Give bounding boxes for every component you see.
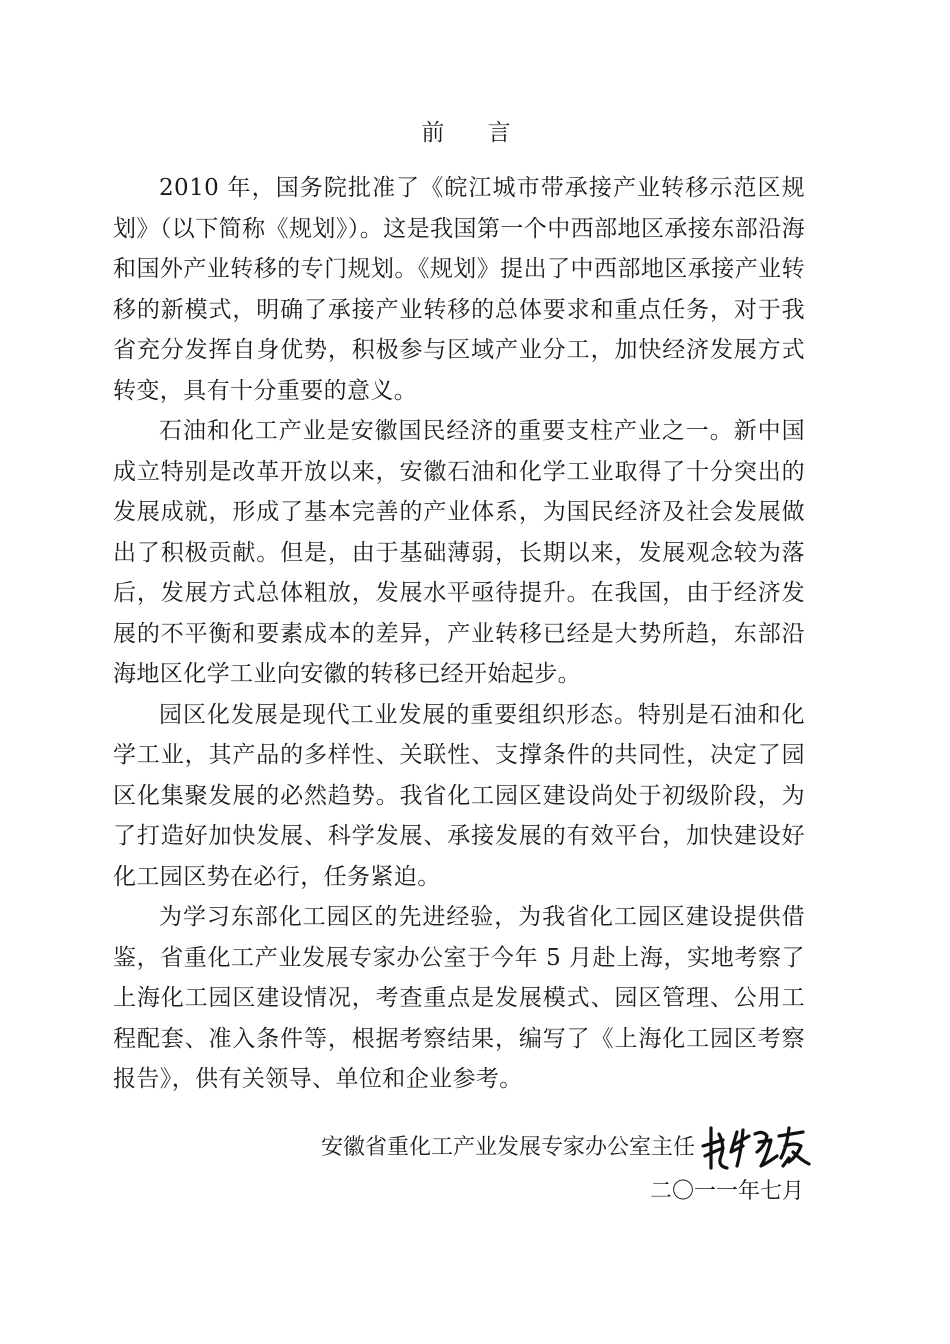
- paragraph-2: 石油和化工产业是安徽国民经济的重要支柱产业之一。新中国成立特别是改革开放以来，安徽石油和化学工业取得了十分突出的发展成就，形成了基本完善的产业体系，为国民经济及社会发展做出了积极贡献。但是，由于基础薄弱，长期以来，发展观念较为落后，发展方式总体粗放，发展水平亟待提升。在我国，由于经济发展的不平衡和要素成本的差异，产业转移已经是大势所趋，东部沿海地区化学工业向安徽的转移已经开始起步。: [113, 418, 805, 687]
- handwritten-signature: [697, 1122, 815, 1174]
- preface-body: [113, 168, 805, 1100]
- paragraph-4: 为学习东部化工园区的先进经验，为我省化工园区建设提供借鉴，省重化工产业发展专家办公室于今年 5 月赴上海，实地考察了上海化工园区建设情况，考查重点是发展模式、园区管理、公用工程配套、准入条件等，根据考察结果，编写了《上海化工园区考察报告》，供有关领导、单位和企业参考。: [113, 904, 805, 1092]
- signature-block: [321, 1122, 815, 1174]
- signature-title: 安徽省重化工产业发展专家办公室主任: [320, 1135, 695, 1160]
- date: 二〇一一年七月: [649, 1179, 804, 1204]
- paragraph-1: 2010 年，国务院批准了《皖江城市带承接产业转移示范区规划》（以下简称《规划》）。这是我国第一个中西部地区承接东部沿海和国外产业转移的专门规划。《规划》提出了中西部地区承接产业转移的新模式，明确了承接产业转移的总体要求和重点任务，对于我省充分发挥自身优势，积极参与区域产业分工，加快经济发展方式转变，具有十分重要的意义。: [113, 175, 805, 404]
- paragraph-3: 园区化发展是现代工业发展的重要组织形态。特别是石油和化学工业，其产品的多样性、关联性、支撑条件的共同性，决定了园区化集聚发展的必然趋势。我省化工园区建设尚处于初级阶段，为了打造好加快发展、科学发展、承接发展的有效平台，加快建设好化工园区势在必行，任务紧迫。: [113, 701, 805, 890]
- page-title: 前 言: [421, 120, 529, 146]
